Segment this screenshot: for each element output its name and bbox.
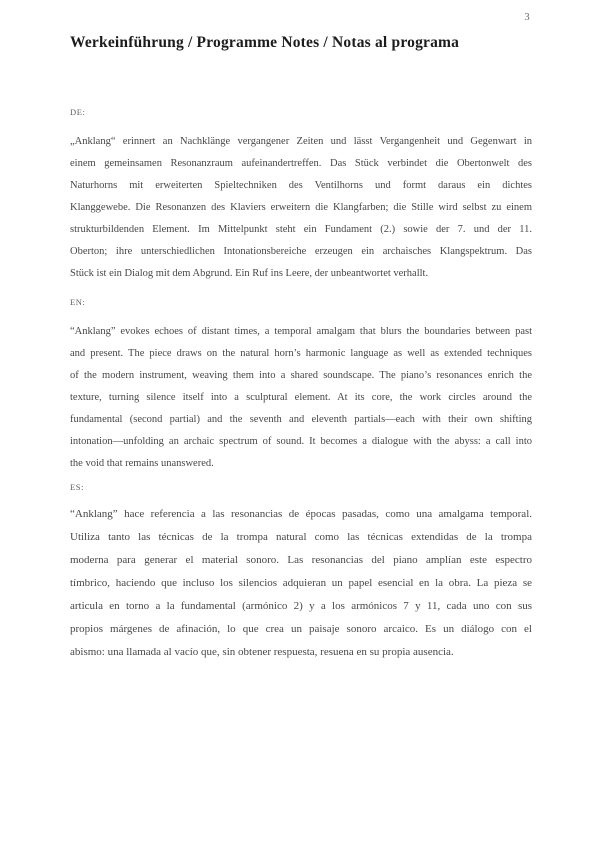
section-label-en: EN: [70, 297, 86, 307]
section-paragraph-es [70, 503, 532, 664]
paragraph-line: moderna para generar el material sonoro. Las resonancias del piano amplían este espectro [70, 554, 532, 566]
paragraph-line: strukturbildenden Element. Im Mittelpunkt steht ein Fundament (2.) sowie der 7. und der 11. [70, 224, 532, 235]
paragraph-line: Naturhorns mit erweiterten Spieltechniken des Ventilhorns und formt daraus ein dichtes [70, 180, 532, 191]
section-paragraph-de [70, 131, 532, 285]
paragraph-line: tímbrico, haciendo que incluso los silencios adquieran un papel esencial en la obra. La pieza se [70, 577, 532, 589]
paragraph-line: Stück ist ein Dialog mit dem Abgrund. Ein Ruf ins Leere, der unbeantwortet verhallt. [70, 268, 429, 279]
paragraph-line: and present. The piece draws on the natural horn’s harmonic language as well as extended techniques [70, 348, 532, 359]
section-paragraph-en [70, 321, 532, 475]
paragraph-line: einem gemeinsamen Resonanzraum aufeinandertreffen. Das Stück verbindet die Obertonwelt des [70, 158, 532, 169]
paragraph-line: intonation—unfolding an archaic spectrum of sound. It becomes a dialogue with the abyss: a call into [70, 436, 532, 447]
paragraph-line: of the modern instrument, weaving them into a shared soundscape. The piano’s resonances enrich the [70, 370, 532, 381]
paragraph-line: propios márgenes de afinación, lo que crea un paisaje sonoro arcaico. Es un diálogo con el [70, 623, 532, 635]
paragraph-line: Oberton; ihre unterschiedlichen Intonationsbereiche erzeugen ein archaisches Klangspektrum. Das [70, 246, 532, 257]
section-label-de: DE: [70, 107, 86, 117]
paragraph-line: Utiliza tanto las técnicas de la trompa natural como las técnicas extendidas de la trompa [70, 531, 532, 543]
paragraph-line: Klanggewebe. Die Resonanzen des Klaviers erweitern die Klangfarben; die Stille wird selbst zu einem [70, 202, 532, 213]
paragraph-line: abismo: una llamada al vacío que, sin obtener respuesta, resuena en su propia ausencia. [70, 646, 454, 658]
paragraph-line: the void that remains unanswered. [70, 458, 214, 469]
paragraph-line: “Anklang” hace referencia a las resonancias de épocas pasadas, como una amalgama temporal. [70, 508, 532, 520]
paragraph-line: “Anklang” evokes echoes of distant times, a temporal amalgam that blurs the boundaries between past [70, 326, 532, 337]
page-title: Werkeinführung / Programme Notes / Notas al programa [70, 34, 460, 51]
paragraph-line: „Anklang“ erinnert an Nachklänge vergangener Zeiten und lässt Vergangenheit und Gegenwart in [70, 136, 532, 147]
paragraph-line: texture, turning silence itself into a sculptural element. At its core, the work circles around the [70, 392, 532, 403]
section-label-es: ES: [70, 482, 85, 492]
page-number: 3 [524, 12, 530, 23]
paragraph-line: fundamental (second partial) and the seventh and eleventh partials—each with their own shifting [70, 414, 532, 425]
paragraph-line: articula en torno a la fundamental (armónico 2) y a los armónicos 7 y 11, cada uno con sus [70, 600, 532, 612]
